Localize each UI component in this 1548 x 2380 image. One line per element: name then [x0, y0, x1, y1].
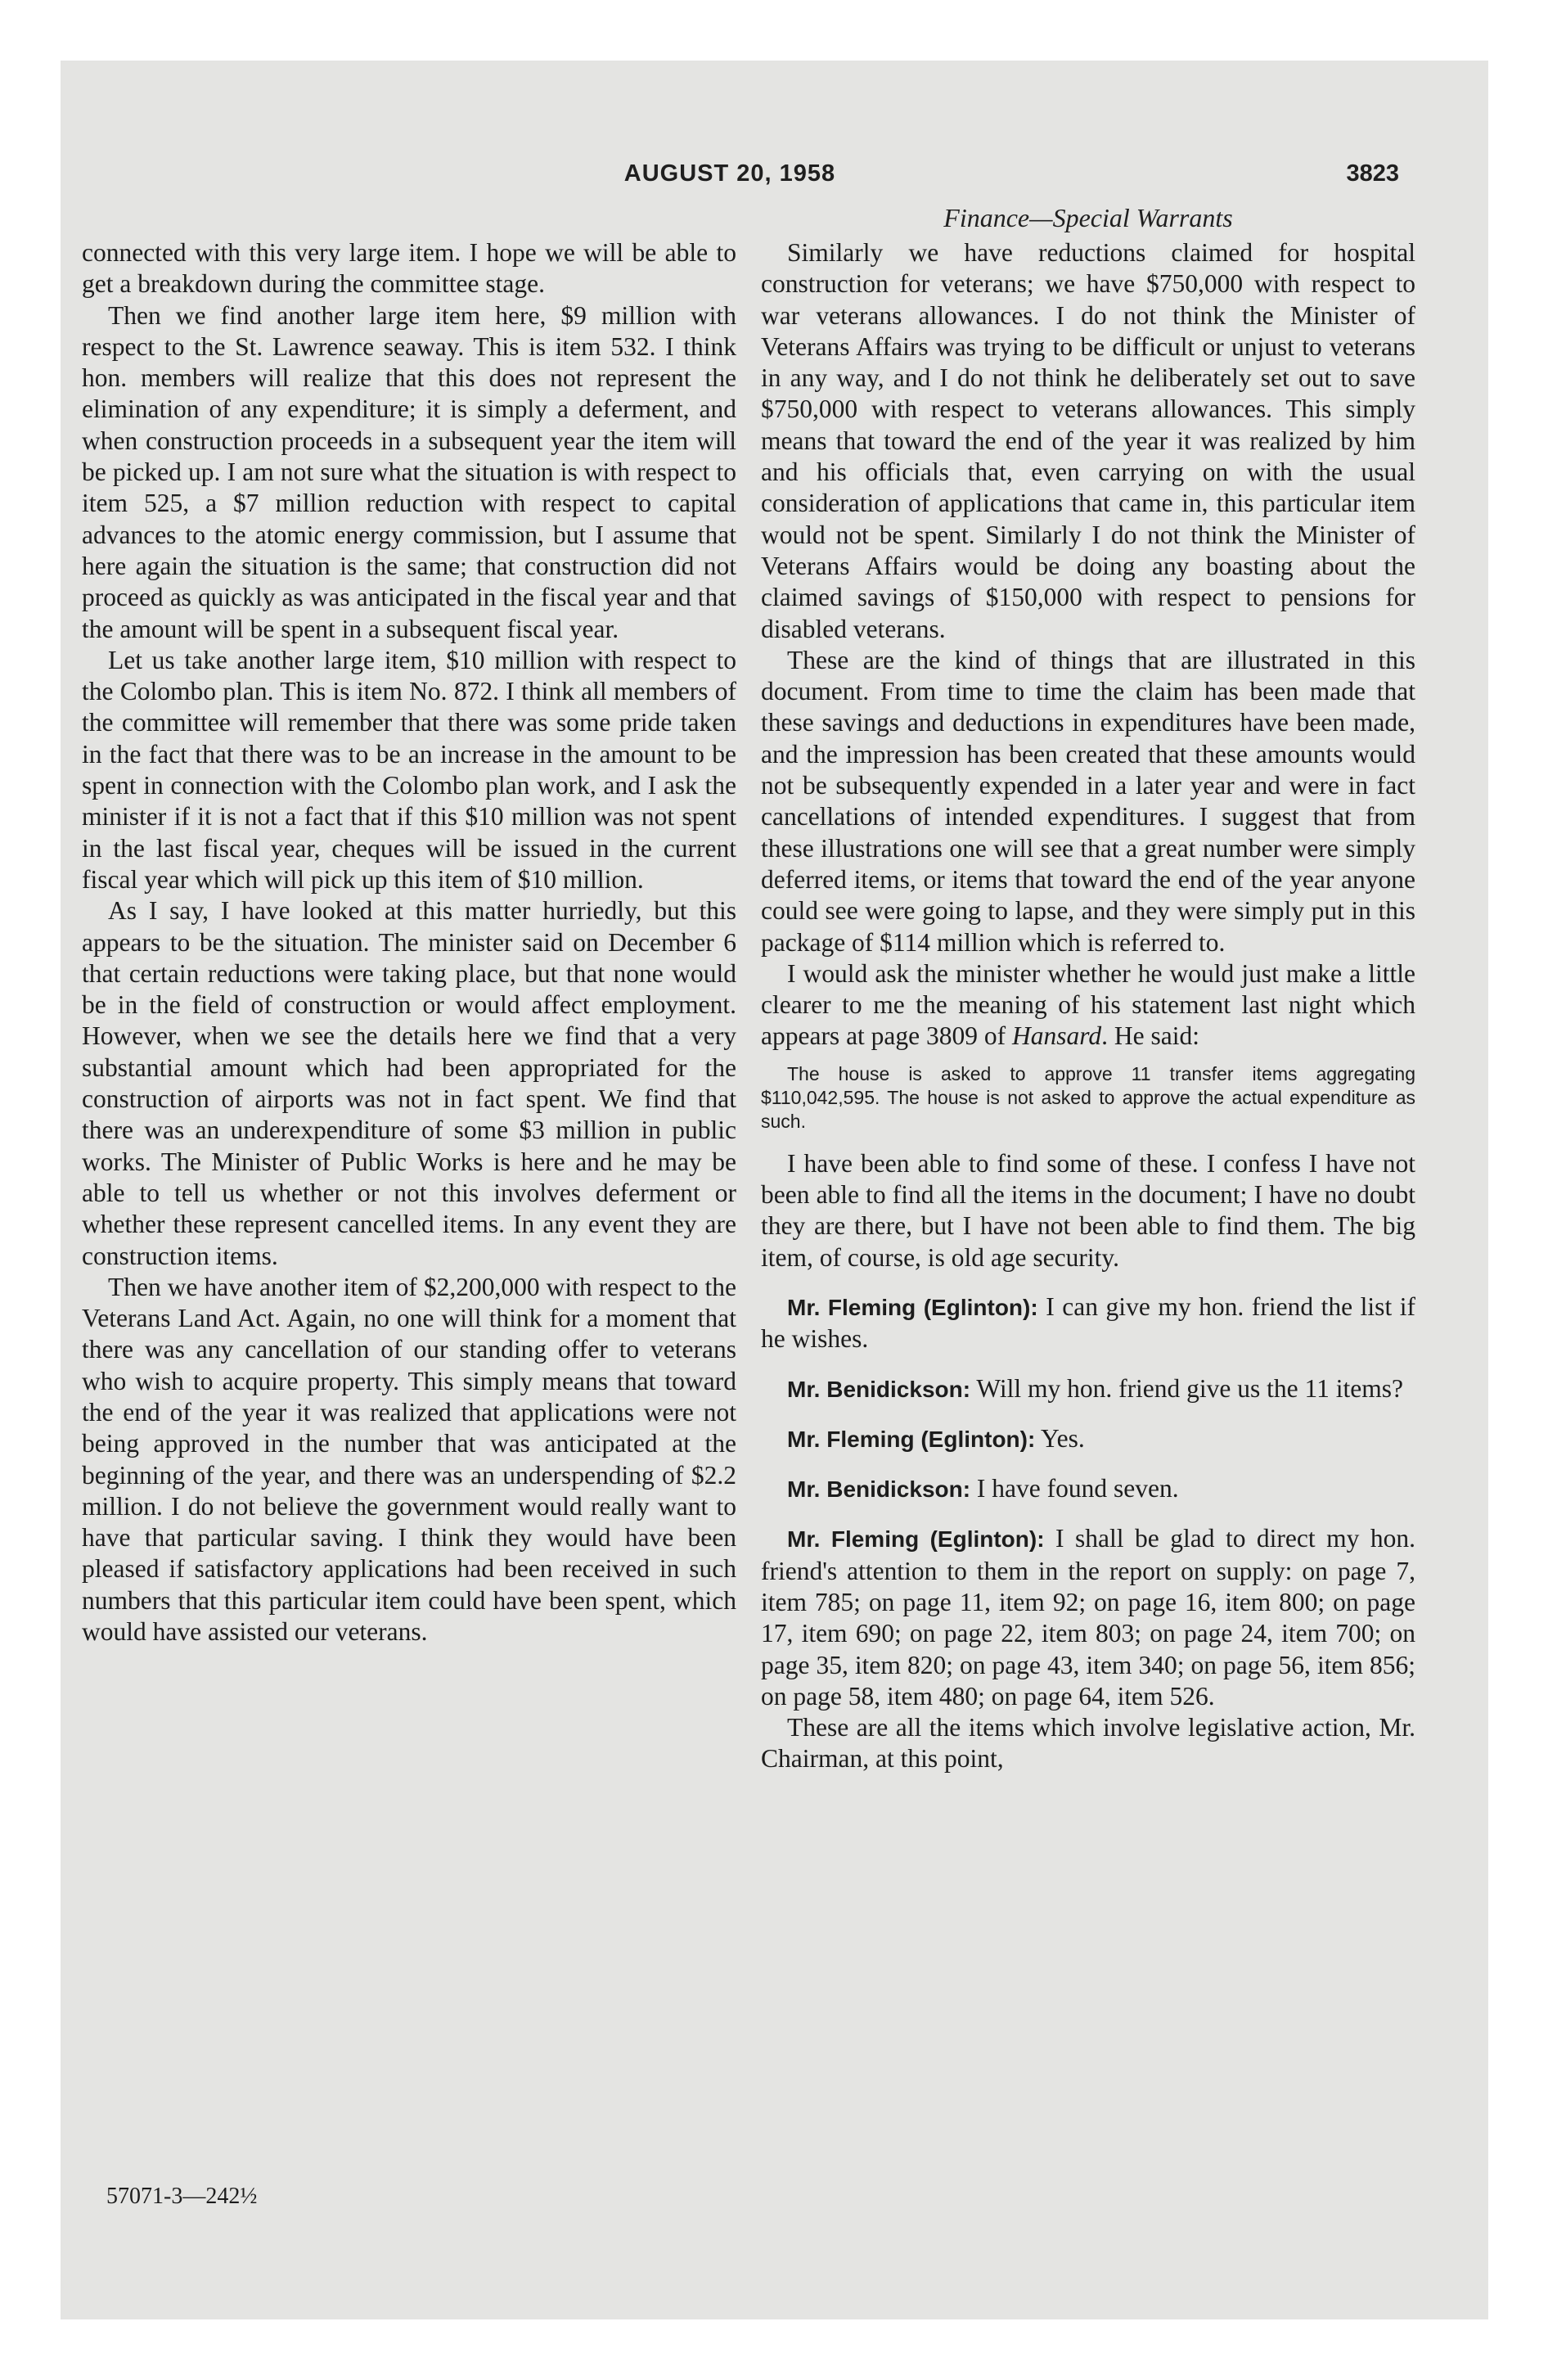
footer-code: 57071-3—242½: [106, 2184, 258, 2209]
paragraph-text: . He said:: [1101, 1021, 1199, 1051]
speech: [761, 1291, 1415, 1355]
page-header: [61, 160, 1399, 200]
speech: [761, 1373, 1415, 1405]
page-number: 3823: [1346, 160, 1399, 187]
paragraph: These are all the items which involve legislative action, Mr. Chairman, at this point,: [761, 1713, 1415, 1774]
speaker-name: Mr. Fleming (Eglinton):: [787, 1294, 1038, 1320]
section-title: Finance—Special Warrants: [943, 203, 1233, 232]
paragraph: Let us take another large item, $10 million with respect to the Colombo plan. This is item No. 872. I think all members of the committee will remember that there was some pride taken in the fact that there was to be an increase in the amount to be spent in connection with the Colombo plan work, and I ask the minister if it is not a fact that if this $10 million was not spent in the last fiscal year, cheques will be issued in the current fiscal year which will pick up this item of $10 million.: [82, 645, 736, 894]
paragraph: These are the kind of things that are illustrated in this document. From time to time the claim has been made that these savings and deductions in expenditures have been made, and the impression has been created that these amounts would not be subsequently expended in a later year and were in fact cancellations of intended expenditures. I suggest that from these illustrations one will see that a great number were simply deferred items, or items that toward the end of the year anyone could see were going to lapse, and they were simply put in this package of $114 million which is referred to.: [761, 645, 1415, 957]
speech: [761, 1473, 1415, 1505]
paragraph: I have been able to find some of these. I confess I have not been able to find all the items in the document; I have no doubt they are there, but I have not been able to find them. The big item, of course, is old age security.: [761, 1148, 1415, 1272]
speaker-name: Mr. Fleming (Eglinton):: [787, 1526, 1045, 1553]
hansard-title: Hansard: [1012, 1021, 1102, 1051]
speech-text: Yes.: [1035, 1423, 1085, 1453]
speech-text: I can give my hon. friend the list if he wishes.: [761, 1291, 1415, 1354]
paragraph: Then we find another large item here, $9 million with respect to the St. Lawrence seaway. This is item 532. I think hon. members will realize that this does not represent the elimination of any expenditure; it is simply a deferment, and when construction proceeds in a subsequent year the item will be picked up. I am not sure what the situation is with respect to item 525, a $7 million reduction with respect to capital advances to the atomic energy commission, but I assume that here again the situation is the same; that construction did not proceed as quickly as was anticipated in the fiscal year and that the amount will be spent in a subsequent fiscal year.: [82, 300, 736, 643]
paragraph: As I say, I have looked at this matter hurriedly, but this appears to be the situation. The minister said on December 6 that certain reductions were taking place, but that none would be in the field of construction or would affect employment. However, when we see the details here we find that a very substantial amount which had been appropriated for the construction of airports was not in fact spent. We find that there was an underexpenditure of some $3 million in public works. The Minister of Public Works is here and he may be able to tell us whether or not this involves deferment or whether these represent cancelled items. In any event they are construction items.: [82, 896, 736, 1270]
speaker-name: Mr. Benidickson:: [787, 1376, 971, 1402]
block-quote: The house is asked to approve 11 transfer items aggregating $110,042,595. The house is not asked to approve the actual expenditure as such.: [761, 1062, 1415, 1132]
speech-text: I have found seven.: [970, 1474, 1179, 1503]
speaker-name: Mr. Benidickson:: [787, 1476, 971, 1503]
paragraph-text: I would ask the minister whether he would just make a little clearer to me the meaning of his statement last night which appears at page 3809 of: [761, 958, 1415, 1051]
right-column: [761, 237, 1415, 1775]
speech: [761, 1423, 1415, 1455]
paragraph: connected with this very large item. I hope we will be able to get a breakdown during the committee stage.: [82, 238, 736, 299]
speech-text: Will my hon. friend give us the 11 items?: [970, 1373, 1403, 1403]
speech: [761, 1523, 1415, 1712]
speech-text: I shall be glad to direct my hon. friend's attention to them in the report on supply: on page 7, item 785; on page 11, item 92; on page 16, item 800; on page 17, item 690; on page 22, item 803; on page 24, item 700; on page 35, item 820; on page 43, item 340; on page 56, item 856; on page 58, item 480; on page 64, item 526.: [761, 1524, 1415, 1711]
paragraph: [761, 958, 1415, 1053]
left-column: [82, 237, 736, 1648]
speaker-name: Mr. Fleming (Eglinton):: [787, 1426, 1036, 1452]
paragraph: Similarly we have reductions claimed for hospital construction for veterans; we have $750,000 with respect to war veterans allowances. I do not think the Minister of Veterans Affairs was trying to be difficult or unjust to veterans in any way, and I do not think he deliberately set out to save $750,000 with respect to veterans allowances. This simply means that toward the end of the year it was realized by him and his officials that, even carrying on with the usual consideration of applications that came in, this particular item would not be spent. Similarly I do not think the Minister of Veterans Affairs would be doing any boasting about the claimed savings of $150,000 with respect to pensions for disabled veterans.: [761, 238, 1415, 643]
paragraph: Then we have another item of $2,200,000 with respect to the Veterans Land Act. Again, no one will think for a moment that there was any cancellation of our standing offer to veterans who wish to acquire property. This simply means that toward the end of the year it was realized that applications were not being approved in the number that was anticipated at the beginning of the year, and there was an underspending of $2.2 million. I do not believe the government would really want to have that particular saving. I think they would have been pleased if satisfactory applications had been received in such numbers that this particular item could have been spent, which would have assisted our veterans.: [82, 1272, 736, 1647]
page-date: AUGUST 20, 1958: [623, 160, 836, 187]
